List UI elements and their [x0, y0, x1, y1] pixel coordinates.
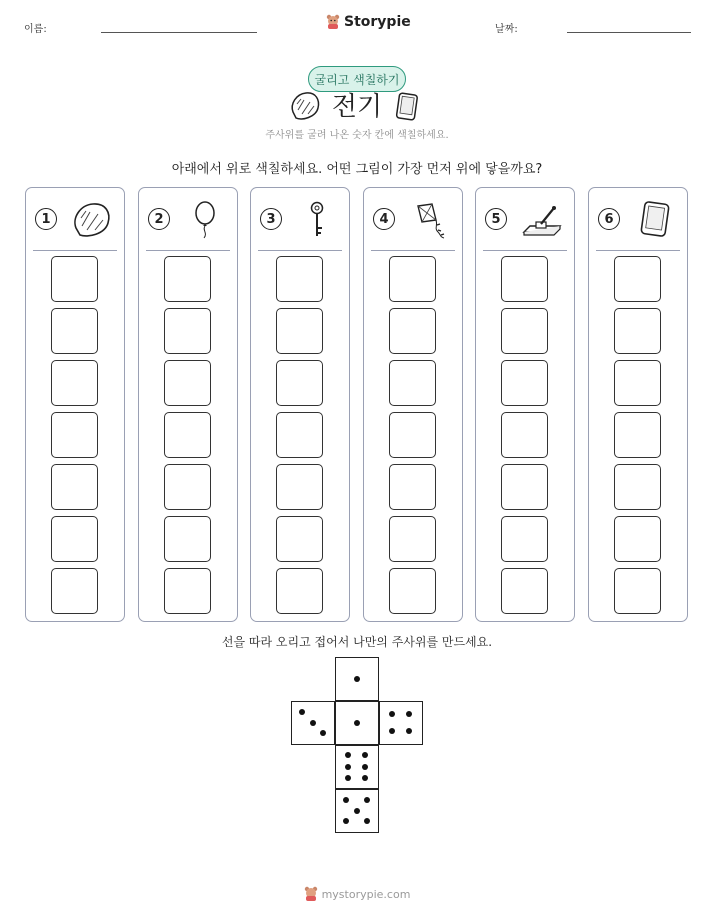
balloon-icon — [183, 200, 227, 240]
color-box[interactable] — [614, 516, 661, 562]
dice-face-4 — [379, 701, 423, 745]
column-5 — [475, 187, 575, 622]
color-box[interactable] — [51, 360, 98, 406]
color-box[interactable] — [389, 360, 436, 406]
dice-face-6 — [335, 745, 379, 789]
dice-pip — [406, 711, 412, 717]
dice-pip — [354, 808, 360, 814]
bear-logo-icon — [304, 886, 318, 902]
column-3 — [250, 187, 350, 622]
column-header — [251, 188, 349, 250]
column-header — [139, 188, 237, 250]
color-box[interactable] — [501, 412, 548, 458]
dice-pip — [362, 764, 368, 770]
dice-pip — [345, 752, 351, 758]
color-box[interactable] — [614, 464, 661, 510]
dice-pip — [362, 775, 368, 781]
dice-number: 5 — [485, 208, 507, 230]
dice-number: 3 — [260, 208, 282, 230]
dice-number: 4 — [373, 208, 395, 230]
color-box[interactable] — [164, 516, 211, 562]
name-label: 이름: — [24, 24, 47, 35]
color-box[interactable] — [276, 412, 323, 458]
dice-pip — [345, 764, 351, 770]
color-box[interactable] — [501, 464, 548, 510]
color-box[interactable] — [51, 308, 98, 354]
dice-instruction: 선을 따라 오리고 접어서 나만의 주사위를 만드세요. — [221, 635, 493, 649]
column-2 — [138, 187, 238, 622]
column-divider — [33, 250, 117, 251]
rock-icon — [70, 200, 114, 240]
dice-pip — [364, 797, 370, 803]
color-box[interactable] — [164, 308, 211, 354]
color-box[interactable] — [276, 568, 323, 614]
date-label: 날짜: — [495, 24, 518, 35]
dice-pip — [299, 709, 305, 715]
color-box[interactable] — [389, 256, 436, 302]
dice-pip — [362, 752, 368, 758]
dice-pip — [354, 720, 360, 726]
date-line[interactable] — [567, 32, 691, 33]
color-box[interactable] — [614, 360, 661, 406]
color-box[interactable] — [501, 568, 548, 614]
color-box[interactable] — [51, 568, 98, 614]
bear-logo-icon — [326, 14, 340, 30]
footer — [0, 886, 714, 902]
column-4 — [363, 187, 463, 622]
color-box[interactable] — [501, 256, 548, 302]
color-box[interactable] — [389, 412, 436, 458]
key-icon — [295, 200, 339, 240]
color-box[interactable] — [614, 412, 661, 458]
color-box[interactable] — [51, 412, 98, 458]
color-box[interactable] — [276, 256, 323, 302]
footer-url[interactable]: mystorypie.com — [321, 887, 411, 901]
column-divider — [146, 250, 230, 251]
color-box[interactable] — [164, 360, 211, 406]
switch-icon — [520, 200, 564, 240]
dice-pip — [364, 818, 370, 824]
tablet-icon — [394, 92, 422, 122]
column-divider — [596, 250, 680, 251]
dice-pip — [354, 676, 360, 682]
dice-pip — [345, 775, 351, 781]
color-box[interactable] — [501, 360, 548, 406]
color-box[interactable] — [276, 464, 323, 510]
tablet-icon — [633, 200, 677, 240]
column-1 — [25, 187, 125, 622]
dice-pip — [310, 720, 316, 726]
dice-face-1 — [335, 657, 379, 701]
dice-number: 1 — [35, 208, 57, 230]
column-header — [364, 188, 462, 250]
column-header — [589, 188, 687, 250]
dice-number: 6 — [598, 208, 620, 230]
dice-pip — [320, 730, 326, 736]
dice-pip — [343, 797, 349, 803]
color-box[interactable] — [389, 308, 436, 354]
color-box[interactable] — [614, 308, 661, 354]
color-box[interactable] — [51, 516, 98, 562]
dice-pip — [389, 711, 395, 717]
color-box[interactable] — [389, 516, 436, 562]
color-box[interactable] — [389, 464, 436, 510]
color-box[interactable] — [164, 412, 211, 458]
color-box[interactable] — [164, 256, 211, 302]
column-divider — [483, 250, 567, 251]
color-box[interactable] — [276, 308, 323, 354]
color-box[interactable] — [51, 464, 98, 510]
color-box[interactable] — [614, 256, 661, 302]
color-box[interactable] — [614, 568, 661, 614]
dice-face-5 — [335, 789, 379, 833]
color-box[interactable] — [164, 464, 211, 510]
color-box[interactable] — [51, 256, 98, 302]
subtitle: 주사위를 굴려 나온 숫자 칸에 색칠하세요. — [265, 130, 449, 141]
column-divider — [371, 250, 455, 251]
logo-text: Storypie — [344, 14, 411, 30]
column-header — [476, 188, 574, 250]
dice-face-1 — [335, 701, 379, 745]
dice-face-3 — [291, 701, 335, 745]
activity-badge: 굴리고 색칠하기 — [308, 66, 406, 92]
color-box[interactable] — [501, 308, 548, 354]
dice-pip — [343, 818, 349, 824]
color-box[interactable] — [389, 568, 436, 614]
kite-icon — [408, 200, 452, 240]
dice-number: 2 — [148, 208, 170, 230]
column-divider — [258, 250, 342, 251]
column-header — [26, 188, 124, 250]
column-6 — [588, 187, 688, 622]
color-box[interactable] — [276, 360, 323, 406]
dice-pip — [389, 728, 395, 734]
color-box[interactable] — [501, 516, 548, 562]
color-box[interactable] — [164, 568, 211, 614]
instruction: 아래에서 위로 색칠하세요. 어떤 그림이 가장 먼저 위에 닿을까요? — [171, 162, 543, 177]
page-title: 전기 — [331, 92, 383, 122]
logo — [326, 14, 411, 30]
dice-pip — [406, 728, 412, 734]
color-box[interactable] — [276, 516, 323, 562]
name-line[interactable] — [101, 32, 257, 33]
